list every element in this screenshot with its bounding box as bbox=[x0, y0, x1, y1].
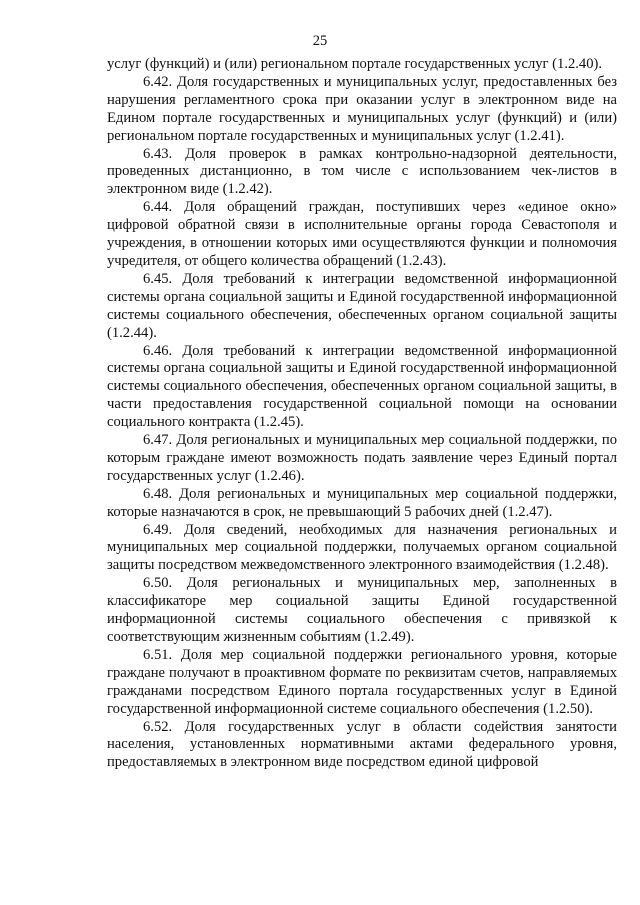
paragraph-6-43: 6.43. Доля проверок в рамках контрольно-надзорной деятельности, проведенных дистанционно, в том числе с использованием чек-листов в электронном виде (1.2.42). bbox=[107, 145, 617, 198]
paragraph-6-45: 6.45. Доля требований к интеграции ведомственной информационной системы органа социальной защиты и Единой государственной информационной системы социального обеспечения, обеспеченных органом социальной защиты (1.2.44). bbox=[107, 270, 617, 341]
paragraph-6-48: 6.48. Доля региональных и муниципальных мер социальной поддержки, которые назначаются в срок, не превышающий 5 рабочих дней (1.2.47). bbox=[107, 485, 617, 520]
paragraph-6-42: 6.42. Доля государственных и муниципальных услуг, предоставленных без нарушения регламентного срока при оказании услуг в электронном виде на Едином портале государственных и муниципальных услуг (функций) и (или) региональном портале государственных и муниципальных услуг (1.2.41). bbox=[107, 73, 617, 144]
paragraph-6-44: 6.44. Доля обращений граждан, поступивших через «единое окно» цифровой обратной связи в исполнительные органы города Севастополя и учреждения, в отношении которых ими осуществляются функции и полномочия учредителя, от общего количества обращений (1.2.43). bbox=[107, 199, 617, 269]
paragraph-6-49: 6.49. Доля сведений, необходимых для назначения региональных и муниципальных мер социальной поддержки, получаемых органом социальной защиты посредством межведомственного электронного взаимодействия (1.2.48). bbox=[107, 521, 617, 574]
paragraph-6-47: 6.47. Доля региональных и муниципальных мер социальной поддержки, по которым граждане имеют возможность подать заявление через Единый портал государственных услуг (1.2.46). bbox=[107, 432, 617, 484]
paragraph-6-50: 6.50. Доля региональных и муниципальных мер, заполненных в классификаторе мер социальной защиты Единой государственной информационной системы социального обеспечения с привязкой к соответствующим жизненным событиям (1.2.49). bbox=[107, 575, 617, 645]
page-number: 25 bbox=[312, 33, 328, 49]
paragraph-6-52: 6.52. Доля государственных услуг в области содействия занятости населения, установленных нормативными актами федерального уровня, предоставляемых в электронном виде посредством единой цифровой bbox=[107, 718, 617, 771]
document-body bbox=[107, 56, 617, 772]
paragraph-6-46: 6.46. Доля требований к интеграции ведомственной информационной системы органа социальной защиты и Единой государственной информационной системы социального обеспечения, обеспеченных органом социальной защиты, в части предоставления государственной социальной помощи на основании социального контракта (1.2.45). bbox=[107, 342, 617, 431]
paragraph-continuation: услуг (функций) и (или) региональном портале государственных услуг (1.2.40). bbox=[107, 56, 603, 72]
paragraph-6-51: 6.51. Доля мер социальной поддержки регионального уровня, которые граждане получают в проактивном формате по реквизитам счетов, направляемых гражданами посредством Единого портала государственных услуг в Единой государственной информационной системе социального обеспечения (1.2.50). bbox=[107, 646, 617, 717]
